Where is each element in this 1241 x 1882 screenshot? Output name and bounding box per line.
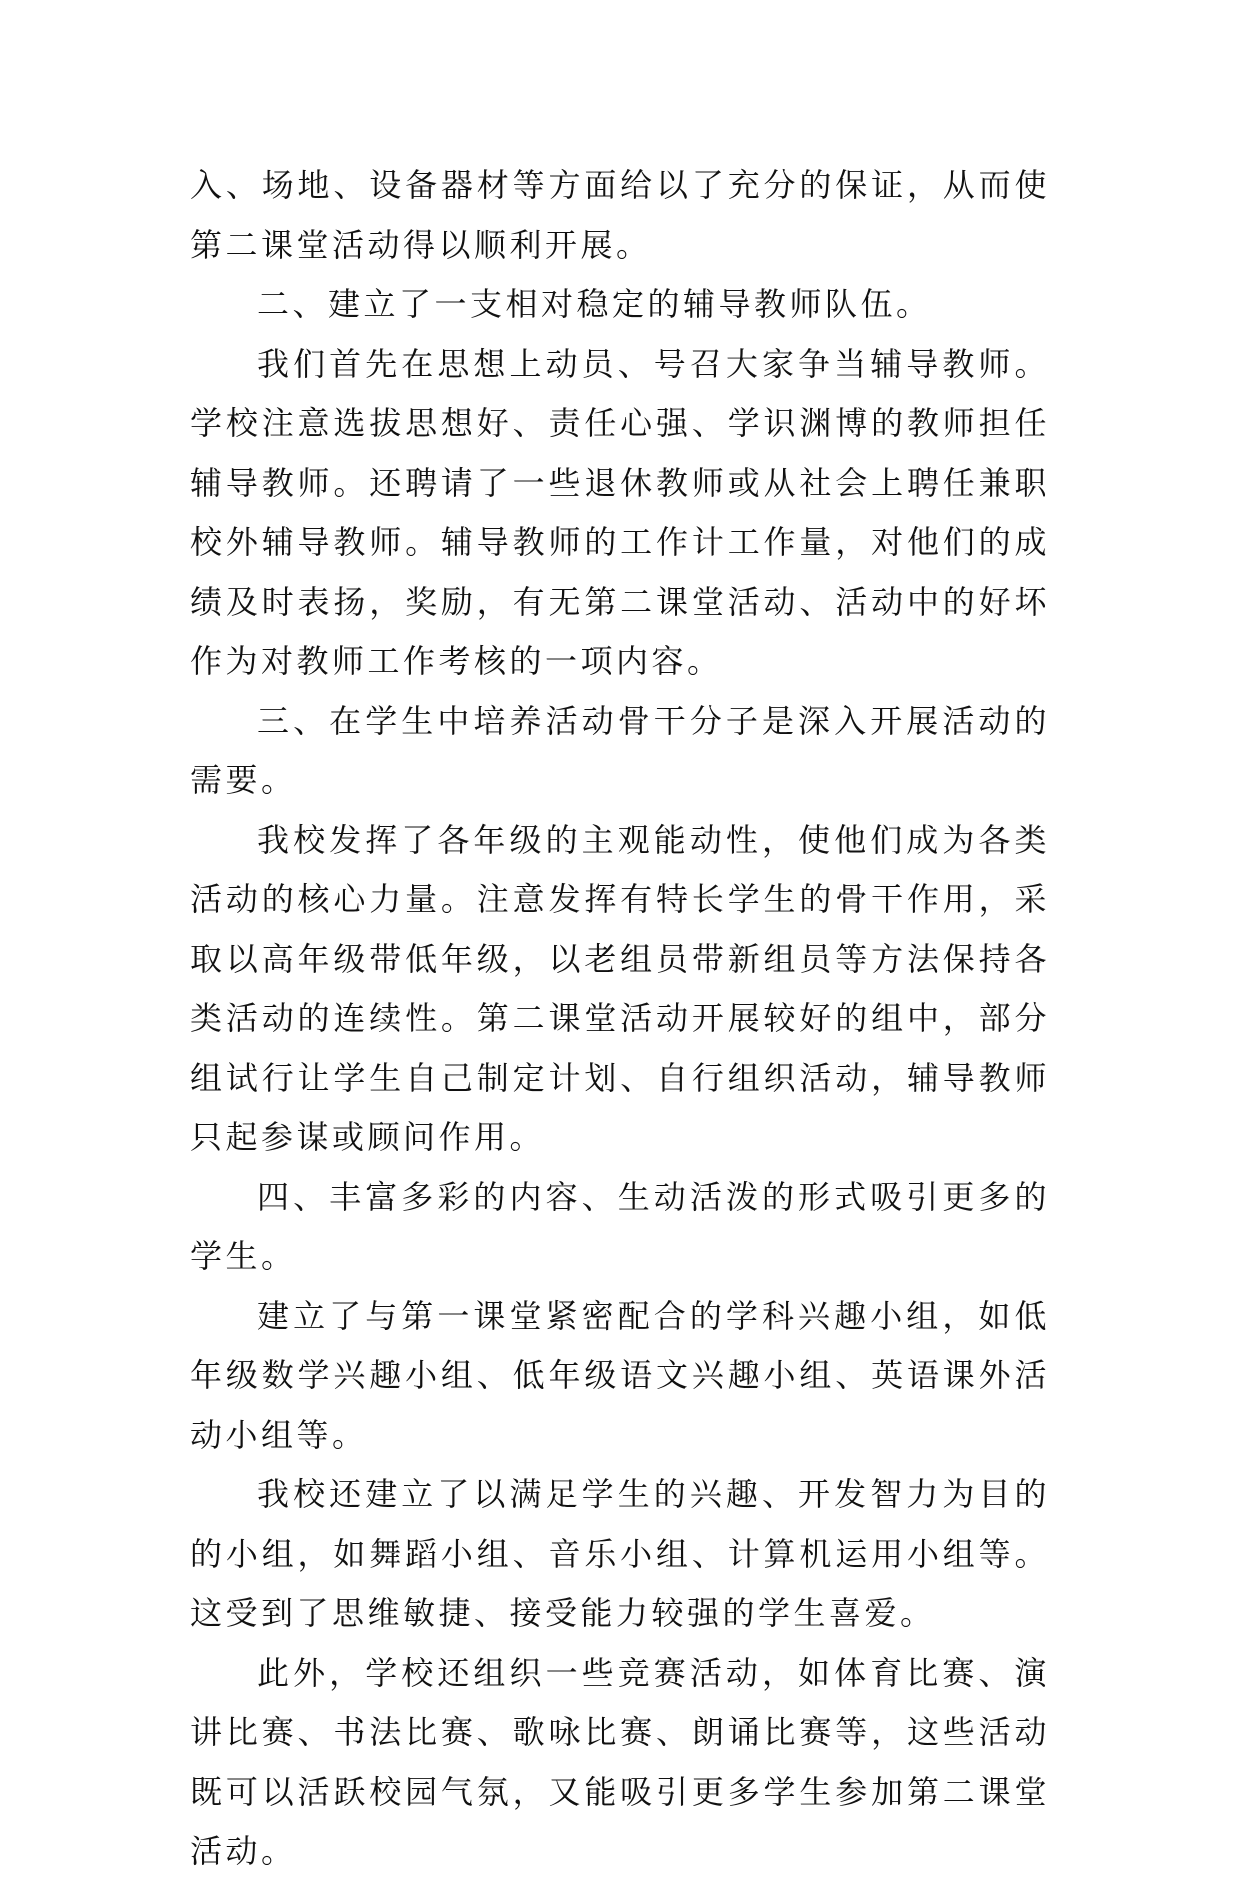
paragraph-competitions: 此外，学校还组织一些竞赛活动，如体育比赛、演讲比赛、书法比赛、歌咏比赛、朗诵比赛等，这些活动既可以活跃校园气氛，又能吸引更多学生参加第二课堂活动。 <box>190 1653 1050 1870</box>
section-heading-4: 四、丰富多彩的内容、生动活泼的形式吸引更多的学生。 <box>190 1177 1050 1275</box>
paragraph-continuation: 入、场地、设备器材等方面给以了充分的保证，从而使第二课堂活动得以顺利开展。 <box>190 166 1050 264</box>
document-body <box>190 156 1050 1882</box>
section-heading-2: 二、建立了一支相对稳定的辅导教师队伍。 <box>257 285 932 323</box>
paragraph-interest-groups: 我校还建立了以满足学生的兴趣、开发智力为目的的小组，如舞蹈小组、音乐小组、计算机运用小组等。这受到了思维敏捷、接受能力较强的学生喜爱。 <box>190 1475 1050 1632</box>
section-heading-3: 三、在学生中培养活动骨干分子是深入开展活动的需要。 <box>190 701 1050 799</box>
paragraph-teachers: 我们首先在思想上动员、号召大家争当辅导教师。学校注意选拔思想好、责任心强、学识渊博的教师担任辅导教师。还聘请了一些退休教师或从社会上聘任兼职校外辅导教师。辅导教师的工作计工作量，对他们的成绩及时表扬，奖励，有无第二课堂活动、活动中的好坏作为对教师工作考核的一项内容。 <box>190 344 1050 680</box>
paragraph-students: 我校发挥了各年级的主观能动性，使他们成为各类活动的核心力量。注意发挥有特长学生的骨干作用，采取以高年级带低年级，以老组员带新组员等方法保持各类活动的连续性。第二课堂活动开展较好的组中，部分组试行让学生自己制定计划、自行组织活动，辅导教师只起参谋或顾问作用。 <box>190 820 1050 1156</box>
paragraph-subject-groups: 建立了与第一课堂紧密配合的学科兴趣小组，如低年级数学兴趣小组、低年级语文兴趣小组、英语课外活动小组等。 <box>190 1296 1050 1454</box>
